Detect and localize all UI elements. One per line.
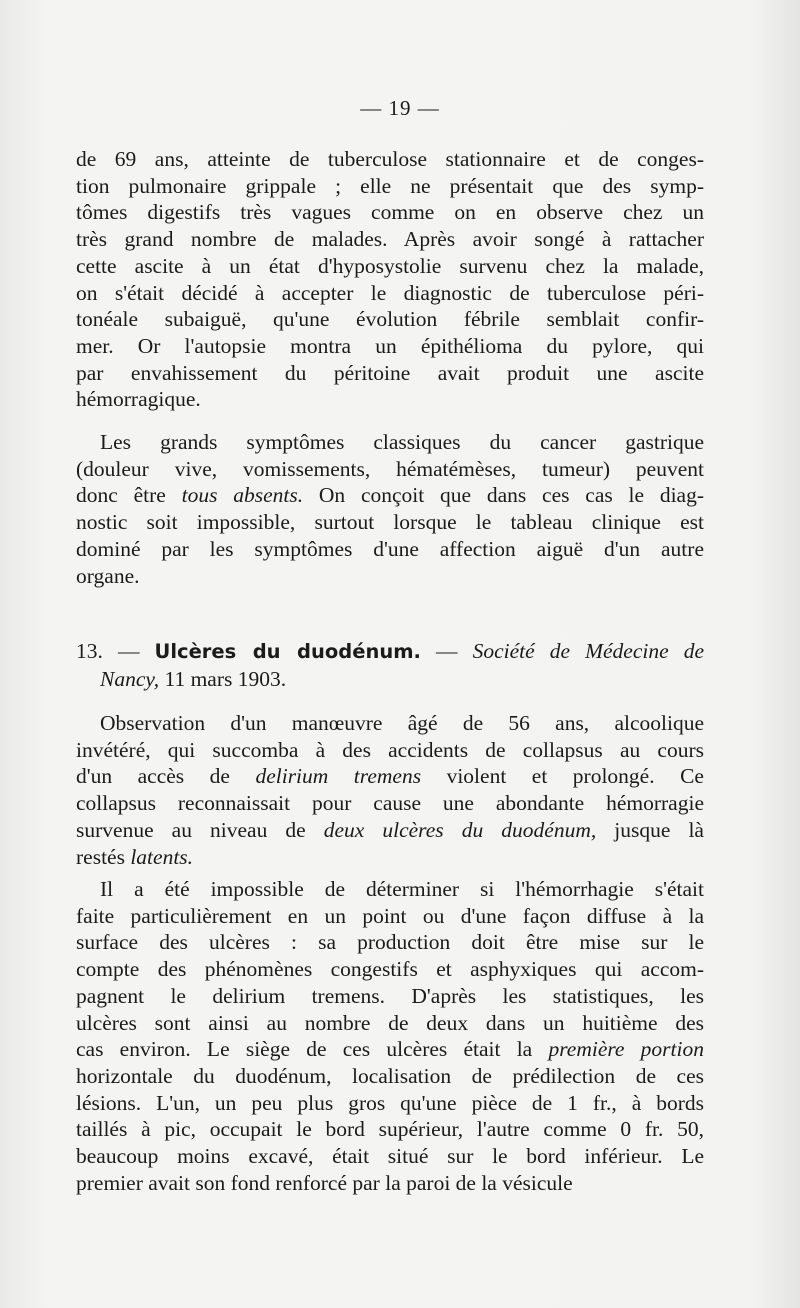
text-line: cette ascite à un état d'hyposystolie survenu chez la malade, [76,253,704,278]
text-line: donc être tous absents. On conçoit que dans ces cas le diag- [76,483,705,508]
section-heading-line [76,666,704,693]
italic-text: delirium tremens [255,764,422,789]
text-line: horizontale du duodénum, localisation de prédilection de ces [76,1063,704,1088]
text-line: nostic soit impossible, surtout lorsque le tableau clinique est [76,510,704,535]
text-line: (douleur vive, vomissements, hématémèses, tumeur) peuvent [76,456,704,481]
text-line: survenue au niveau de deux ulcères du duodénum, jusque là [76,817,704,842]
page-number: — 19 — [360,96,440,120]
text-line: par envahissement du péritoine avait produit une ascite [76,360,704,385]
text-line: très grand nombre de malades. Après avoir songé à rattacher [76,227,704,252]
text-line: collapsus reconnaissait pour cause une abondante hémorragie [76,791,704,816]
text-line: tonéale subaiguë, qu'une évolution fébrile semblait confir- [76,307,704,332]
paragraph-continuation [76,146,704,413]
text-line: compte des phénomènes congestifs et asphyxiques qui accom- [76,957,704,982]
text-line: taillés à pic, occupait le bord supérieur, l'autre comme 0 fr. 50, [76,1117,704,1142]
text-line: beaucoup moins excavé, était situé sur le bord inférieur. Le [76,1144,704,1169]
text-line: surface des ulcères : sa production doit être mise sur le [76,930,704,955]
text-line: cas environ. Le siège de ces ulcères était la première portion [76,1037,704,1062]
text-line: mer. Or l'autopsie montra un épithélioma du pylore, qui [76,333,704,358]
paragraph-observation [76,710,704,870]
text-line: ulcères sont ainsi au nombre de deux dans un huitième des [76,1010,704,1035]
text-line: Observation d'un manœuvre âgé de 56 ans, alcoolique [100,711,704,735]
text-line: tion pulmonaire grippale ; elle ne présentait que des symp- [76,173,704,198]
paragraph-symptoms [76,429,704,589]
text-line: dominé par les symptômes d'une affection aiguë d'un autre [76,536,704,561]
text-line: d'un accès de delirium tremens violent et prolongé. Ce [76,764,704,789]
paragraph-analysis [76,876,704,1196]
section-title: Ulcères du duodénum. [154,640,421,663]
section-date: 11 mars 1903. [159,666,287,691]
section-source: Société de Médecine de [472,639,704,663]
italic-text: première portion [548,1037,704,1062]
text-line: faite particulièrement en un point ou d'une façon diffuse à la [76,903,704,928]
section-number: 13. — [76,639,155,663]
italic-text: deux ulcères du duodénum, [323,817,597,842]
text-line: hémorragique. [76,387,201,412]
text-line: de 69 ans, atteinte de tuberculose stationnaire et de conges- [76,147,704,171]
text-line: lésions. L'un, un peu plus gros qu'une pièce de 1 fr., à bords [76,1090,704,1115]
italic-text: latents. [130,844,194,869]
text-line: invétéré, qui succomba à des accidents de collapsus au cours [76,737,704,762]
italic-text: tous absents. [181,483,304,508]
text-line: organe. [76,563,140,588]
section-source: Nancy, [100,666,160,691]
text-line: Les grands symptômes classiques du cancer gastrique [100,430,704,454]
section-heading-line: 13. — Ulcères du duodénum. — Société de Médecine de [76,639,704,663]
text-line: on s'était décidé à accepter le diagnostic de tuberculose péri- [76,280,704,305]
text-line: tômes digestifs très vagues comme on en observe chez un [76,200,704,225]
text-line: restés latents. [76,844,194,869]
text-line: Il a été impossible de déterminer si l'hémorrhagie s'était [100,877,704,901]
text-line: premier avait son fond renforcé par la paroi de la vésicule [76,1170,573,1195]
section-heading [76,638,704,692]
text-line: pagnent le delirium tremens. D'après les statistiques, les [76,983,704,1008]
